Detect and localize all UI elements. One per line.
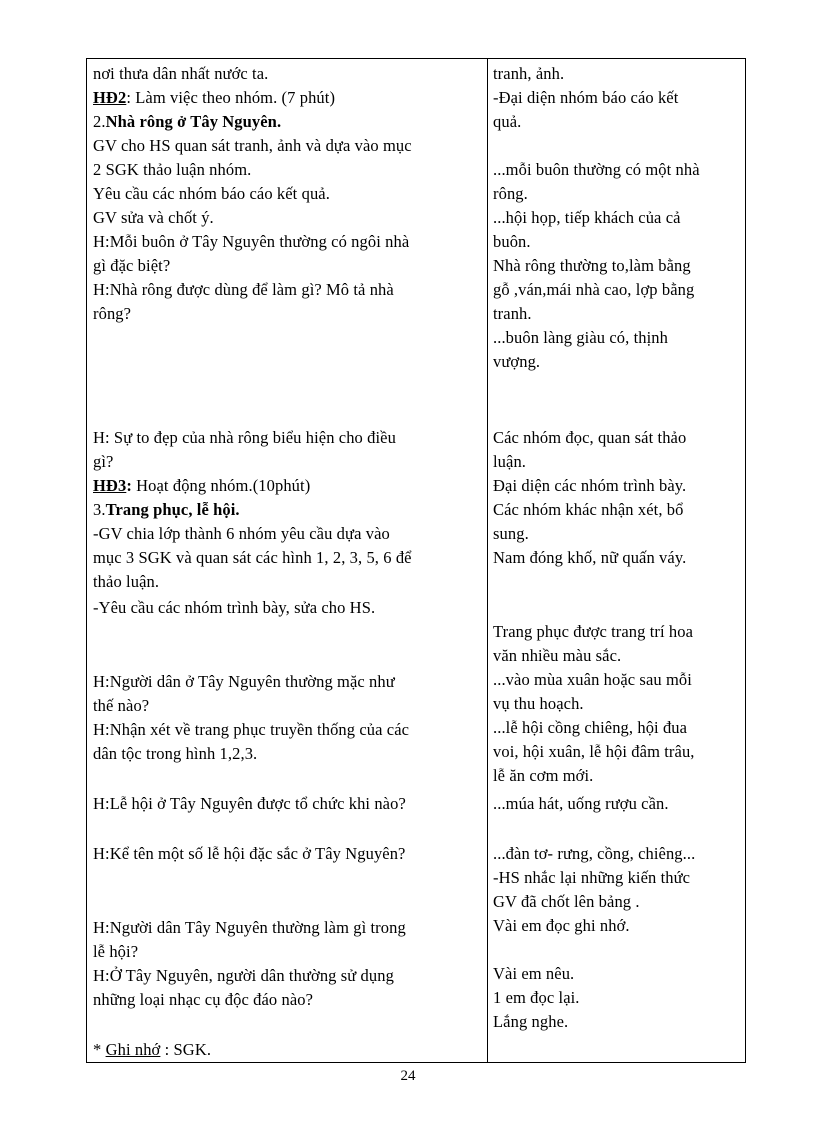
left-column-text-run: HĐ3 xyxy=(93,476,127,495)
right-column-line: ...lễ hội cồng chiêng, hội đua xyxy=(493,718,688,737)
left-column-line: H:Nhận xét về trang phục truyền thống của các xyxy=(93,720,410,739)
left-column-line xyxy=(93,475,310,497)
right-column-line: quả. xyxy=(493,112,522,131)
left-column-text-run: (10phút) xyxy=(252,476,311,495)
left-column-text-run: Nhà rông ở Tây Nguyên. xyxy=(105,112,282,131)
right-column-line: tranh, ảnh. xyxy=(493,64,565,83)
left-column-line: H:Mỗi buôn ở Tây Nguyên thường có ngôi nhà xyxy=(93,232,410,251)
left-column-line: GV cho HS quan sát tranh, ảnh và dựa vào mục xyxy=(93,136,412,155)
left-column-line: lễ hội? xyxy=(93,942,139,961)
left-column-line: GV sửa và chốt ý. xyxy=(93,208,214,227)
right-column-line: ...hội họp, tiếp khách của cả xyxy=(493,208,681,227)
left-column-line: H:Kể tên một số lễ hội đặc sắc ở Tây Nguyên? xyxy=(93,844,406,863)
right-column-line: voi, hội xuân, lễ hội đâm trâu, xyxy=(493,742,695,761)
right-column-line: rông. xyxy=(493,184,528,203)
left-column-line xyxy=(93,87,335,109)
left-column-text-run: : Làm việc theo nhóm. (7 phút) xyxy=(126,88,336,107)
left-column-line: mục 3 SGK và quan sát các hình 1, 2, 3, 5, 6 để xyxy=(93,548,412,567)
left-column-line xyxy=(93,1039,211,1061)
left-column-line: nơi thưa dân nhất nước ta. xyxy=(93,64,269,83)
left-column-line: gì đặc biệt? xyxy=(93,256,171,275)
right-column-line: Vài em nêu. xyxy=(493,964,575,983)
right-column-line: buôn. xyxy=(493,232,531,251)
left-column-text-run: : SGK. xyxy=(160,1040,212,1059)
right-column-line: Nam đóng khố, nữ quấn váy. xyxy=(493,548,687,567)
right-column-line: văn nhiều màu sắc. xyxy=(493,646,622,665)
right-column-line: sung. xyxy=(493,524,529,543)
left-column-line: -GV chia lớp thành 6 nhóm yêu cầu dựa vào xyxy=(93,524,390,543)
right-column-line: ...múa hát, uống rượu cần. xyxy=(493,794,669,813)
right-column-line: Trang phục được trang trí hoa xyxy=(493,622,694,641)
right-column-line: gỗ ,ván,mái nhà cao, lợp bằng xyxy=(493,280,695,299)
left-column-line: H:Người dân ở Tây Nguyên thường mặc như xyxy=(93,672,395,691)
left-column-text-run: HĐ2 xyxy=(93,88,127,107)
right-column-line: Đại diện các nhóm trình bày. xyxy=(493,476,687,495)
left-column-text-run: 2. xyxy=(93,112,106,131)
left-column-line xyxy=(93,499,240,521)
left-column-text-run: * xyxy=(93,1040,106,1059)
left-column-line: -Yêu cầu các nhóm trình bày, sửa cho HS. xyxy=(93,598,376,617)
left-column-line: Yêu cầu các nhóm báo cáo kết quả. xyxy=(93,184,330,203)
left-column-line: H:Người dân Tây Nguyên thường làm gì trong xyxy=(93,918,406,937)
page-number: 24 xyxy=(400,1068,416,1084)
right-column-line: ...buôn làng giàu có, thịnh xyxy=(493,328,669,347)
lesson-table xyxy=(86,58,746,1063)
right-column-line: vượng. xyxy=(493,352,541,371)
right-column-line: ...đàn tơ- rưng, cồng, chiêng... xyxy=(493,844,696,863)
right-column-line: -Đại diện nhóm báo cáo kết xyxy=(493,88,679,107)
left-column-text-run: : xyxy=(126,476,137,495)
left-column-text-run: Trang phục, lễ hội. xyxy=(105,500,240,519)
left-column-line: gì? xyxy=(93,452,114,471)
left-column-line: H:Nhà rông được dùng để làm gì? Mô tả nhà xyxy=(93,280,394,299)
left-column-text-run: Hoạt động nhóm. xyxy=(136,476,253,495)
left-column-line: rông? xyxy=(93,304,132,323)
right-column-line: -HS nhắc lại những kiến thức xyxy=(493,868,691,887)
left-column-line xyxy=(93,111,281,133)
left-column-line: 2 SGK thảo luận nhóm. xyxy=(93,160,252,179)
left-column-line: H:Ở Tây Nguyên, người dân thường sử dụng xyxy=(93,966,394,985)
right-column-line: Các nhóm đọc, quan sát thảo xyxy=(493,428,687,447)
left-column-line: những loại nhạc cụ độc đáo nào? xyxy=(93,990,314,1009)
right-column-line: ...vào mùa xuân hoặc sau mỗi xyxy=(493,670,692,689)
left-column-line: thế nào? xyxy=(93,696,150,715)
right-column-line: 1 em đọc lại. xyxy=(493,988,580,1007)
right-column-line: Vài em đọc ghi nhớ. xyxy=(493,916,630,935)
left-column-line: H: Sự to đẹp của nhà rông biểu hiện cho điều xyxy=(93,428,396,447)
right-column-line: GV đã chốt lên bảng . xyxy=(493,892,640,911)
column-divider xyxy=(487,59,488,1062)
left-column-line: thảo luận. xyxy=(93,572,160,591)
left-column-text-run: 3. xyxy=(93,500,106,519)
right-column-line: luận. xyxy=(493,452,527,471)
left-column-text-run: Ghi nhớ xyxy=(105,1040,161,1059)
right-column-line: Các nhóm khác nhận xét, bổ xyxy=(493,500,684,519)
left-column-line: dân tộc trong hình 1,2,3. xyxy=(93,744,258,763)
left-column-line: H:Lễ hội ở Tây Nguyên được tổ chức khi nào? xyxy=(93,794,406,813)
right-column-line: Lắng nghe. xyxy=(493,1012,569,1031)
right-column-line: Nhà rông thường to,làm bằng xyxy=(493,256,691,275)
right-column-line: tranh. xyxy=(493,304,532,323)
right-column-line: vụ thu hoạch. xyxy=(493,694,584,713)
right-column-line: lễ ăn cơm mới. xyxy=(493,766,594,785)
right-column-line: ...mỗi buôn thường có một nhà xyxy=(493,160,700,179)
